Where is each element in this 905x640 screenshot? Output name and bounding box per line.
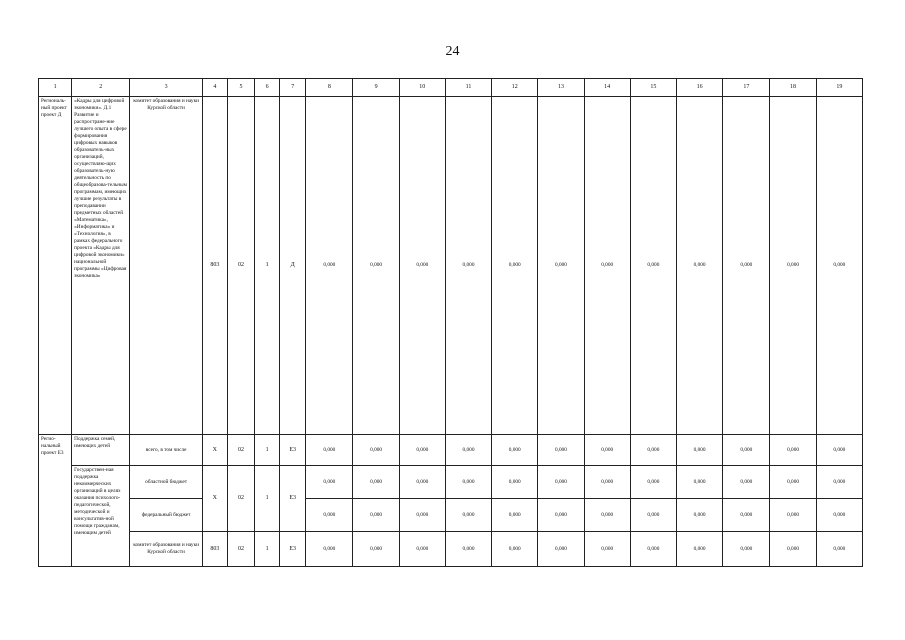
value-cell: 0,000	[492, 97, 538, 435]
header-cell: 15	[630, 79, 676, 97]
value-cell: 0,000	[723, 97, 770, 435]
header-cell: 14	[584, 79, 630, 97]
value-cell: 0,000	[584, 435, 630, 466]
header-cell: 1	[39, 79, 72, 97]
value-cell: 0,000	[538, 97, 584, 435]
value-cell: 0,000	[445, 532, 491, 567]
header-cell: 2	[72, 79, 130, 97]
value-cell: 0,000	[723, 435, 770, 466]
value-cell: 0,000	[538, 435, 584, 466]
code-section-cell: 02	[227, 435, 254, 466]
value-cell: 0,000	[816, 466, 862, 499]
value-cell: 0,000	[584, 466, 630, 499]
header-row	[39, 79, 863, 97]
code-target-cell: Е3	[280, 466, 306, 532]
code-grbs-cell: 803	[202, 532, 227, 567]
event-name-cell: «Кадры для цифровой экономики». Д.1 Развитие и распростране-ние лучшего опыта в сфере формирования цифровых навыков образователь-ных организаций, осуществляю-щих образователь-ную деятельность по общеобразова-тельным программам, имеющих лучшие результаты в преподавании предметных областей «Математика», «Информатика» и «Технология», в рамках федерального проекта «Кадры для цифровой экономики» национальной программы «Цифровая экономика»	[72, 97, 130, 435]
value-cell: 0,000	[584, 532, 630, 567]
value-cell: 0,000	[770, 97, 816, 435]
code-target-cell: Е3	[280, 532, 306, 567]
code-target-cell: Е3	[280, 435, 306, 466]
funding-source-cell: всего, в том числе	[130, 435, 202, 466]
value-cell: 0,000	[723, 466, 770, 499]
table-row-e3-regional	[39, 466, 863, 499]
header-cell: 6	[255, 79, 280, 97]
page-number: 24	[445, 44, 460, 59]
value-cell: 0,000	[445, 466, 491, 499]
code-subsection-cell: 1	[255, 532, 280, 567]
value-cell: 0,000	[677, 499, 723, 532]
code-subsection-cell: 1	[255, 97, 280, 435]
value-cell: 0,000	[492, 499, 538, 532]
header-cell: 13	[538, 79, 584, 97]
header-cell: 8	[306, 79, 353, 97]
funding-source-cell: федеральный бюджет	[130, 499, 202, 532]
value-cell: 0,000	[816, 499, 862, 532]
project-name-cell: Региональ-ный проект проект Д	[39, 97, 72, 435]
value-cell: 0,000	[445, 435, 491, 466]
value-cell: 0,000	[677, 532, 723, 567]
event-name-cell: Поддержка семей, имеющих детей	[72, 435, 130, 466]
value-cell: 0,000	[492, 466, 538, 499]
code-subsection-cell: 1	[255, 435, 280, 466]
value-cell: 0,000	[770, 499, 816, 532]
value-cell: 0,000	[630, 435, 676, 466]
value-cell: 0,000	[584, 97, 630, 435]
value-cell: 0,000	[306, 435, 353, 466]
project-name-cell: Регио-нальный проект Е3	[39, 435, 72, 567]
table-row-e3-committee	[39, 532, 863, 567]
header-cell: 17	[723, 79, 770, 97]
header-cell: 16	[677, 79, 723, 97]
value-cell: 0,000	[677, 97, 723, 435]
header-cell: 9	[353, 79, 399, 97]
executor-cell: комитет образования и науки Курской области	[130, 97, 202, 435]
value-cell: 0,000	[492, 435, 538, 466]
value-cell: 0,000	[353, 499, 399, 532]
value-cell: 0,000	[445, 499, 491, 532]
value-cell: 0,000	[399, 97, 445, 435]
header-cell: 5	[227, 79, 254, 97]
header-cell: 19	[816, 79, 862, 97]
value-cell: 0,000	[816, 435, 862, 466]
value-cell: 0,000	[723, 532, 770, 567]
value-cell: 0,000	[770, 435, 816, 466]
value-cell: 0,000	[630, 97, 676, 435]
value-cell: 0,000	[770, 532, 816, 567]
value-cell: 0,000	[353, 435, 399, 466]
code-section-cell: 02	[227, 532, 254, 567]
value-cell: 0,000	[538, 532, 584, 567]
value-cell: 0,000	[306, 97, 353, 435]
header-cell: 4	[202, 79, 227, 97]
value-cell: 0,000	[399, 499, 445, 532]
value-cell: 0,000	[723, 499, 770, 532]
code-grbs-cell: 803	[202, 97, 227, 435]
value-cell: 0,000	[770, 466, 816, 499]
value-cell: 0,000	[399, 532, 445, 567]
header-cell: 11	[445, 79, 491, 97]
value-cell: 0,000	[630, 466, 676, 499]
value-cell: 0,000	[630, 532, 676, 567]
value-cell: 0,000	[353, 97, 399, 435]
value-cell: 0,000	[538, 499, 584, 532]
value-cell: 0,000	[399, 466, 445, 499]
value-cell: 0,000	[630, 499, 676, 532]
table-row-project-d	[39, 97, 863, 435]
value-cell: 0,000	[353, 532, 399, 567]
value-cell: 0,000	[306, 499, 353, 532]
code-section-cell: 02	[227, 97, 254, 435]
header-cell: 7	[280, 79, 306, 97]
code-grbs-cell: Х	[202, 466, 227, 532]
code-section-cell: 02	[227, 466, 254, 532]
table-row-e3-total	[39, 435, 863, 466]
header-cell: 18	[770, 79, 816, 97]
value-cell: 0,000	[816, 532, 862, 567]
budget-table	[38, 78, 863, 567]
value-cell: 0,000	[399, 435, 445, 466]
value-cell: 0,000	[677, 435, 723, 466]
value-cell: 0,000	[306, 466, 353, 499]
value-cell: 0,000	[538, 466, 584, 499]
table-row-e3-federal	[39, 499, 863, 532]
value-cell: 0,000	[816, 97, 862, 435]
code-grbs-cell: Х	[202, 435, 227, 466]
executor-cell: комитет образования и науки Курской области	[130, 532, 202, 567]
funding-source-cell: областной бюджет	[130, 466, 202, 499]
value-cell: 0,000	[677, 466, 723, 499]
event-name-cell: Государствен-ная поддержка некоммерческих организаций в целях оказания психолого-педагогической, методической и консультатив-ной помощи гражданам, имеющим детей	[72, 466, 130, 567]
code-target-cell: Д	[280, 97, 306, 435]
header-cell: 12	[492, 79, 538, 97]
value-cell: 0,000	[353, 466, 399, 499]
header-cell: 3	[130, 79, 202, 97]
header-cell: 10	[399, 79, 445, 97]
value-cell: 0,000	[584, 499, 630, 532]
value-cell: 0,000	[306, 532, 353, 567]
value-cell: 0,000	[445, 97, 491, 435]
value-cell: 0,000	[492, 532, 538, 567]
code-subsection-cell: 1	[255, 466, 280, 532]
